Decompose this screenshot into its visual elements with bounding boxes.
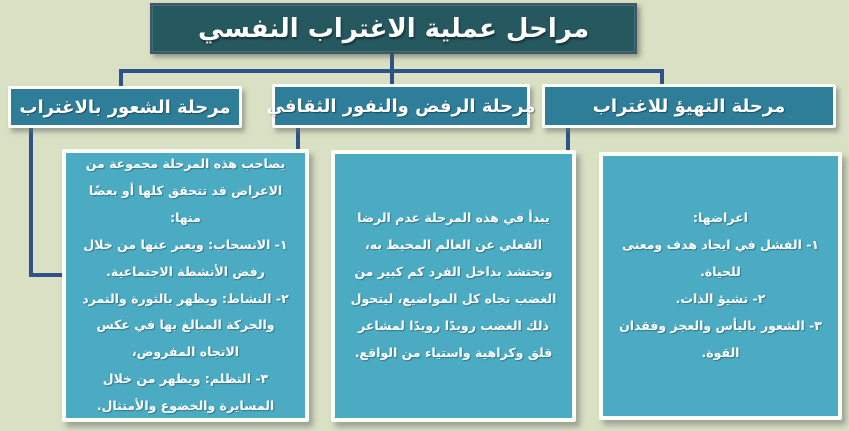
connector-elbow-horizontal: [29, 273, 65, 277]
body-line: ٣- التظلم: ويظهر من خلال المسايرة والخضوع والأمتثال.: [96, 371, 275, 413]
stage-header-label: مرحلة الرفض والنفور الثقافي: [266, 95, 536, 117]
diagram-title: مراحل عملية الاغتراب النفسي: [197, 13, 590, 44]
body-line: ١- الانسحاب: ويعبر عنها من خلال رفض الأنشطة الاجتماعية.: [83, 236, 288, 279]
connector-elbow-vertical: [29, 126, 33, 277]
stage-body-cultural-rejection: [331, 150, 576, 422]
stage-body-alienation-readiness: [599, 152, 842, 420]
body-line: ٣- الشعور باليأس والعجز وفقدان القوة.: [619, 317, 822, 360]
body-line: يصاحب هذه المرحلة مجموعة من الاعراض قد تتحقق كلها أو بعضًا منها:: [85, 156, 286, 225]
connector-left-drop: [119, 69, 123, 87]
body-line: يبدأ في هذه المرحلة عدم الرضا الفعلي عن العالم المحيط به، وتحتشد بداخل الفرد كم كبير من الغضب تجاه كل المواضيع، ليتحول ذلك الغضب رويدًا رويدًا لمشاعر قلق وكراهية واستياء من الواقع.: [350, 210, 557, 360]
body-line: ١- الفشل في ايجاد هدف ومعنى للحياة.: [621, 237, 820, 280]
title-box: [150, 3, 637, 54]
connector-right-drop: [660, 69, 664, 85]
body-line: ٢- تشيؤ الذات.: [675, 291, 766, 306]
stage-header-cultural-rejection: [266, 84, 536, 128]
body-line: اعراضها:: [693, 210, 748, 226]
connector-horizontal: [119, 69, 664, 73]
stage-body-alienation-feeling: [62, 149, 309, 422]
stage-header-alienation-feeling: [8, 86, 242, 128]
body-line: ٢- النشاط: ويظهر بالثورة والتمرد والحركة المبالغ بها في عكس الاتجاه المفروض،: [82, 290, 289, 360]
stage-header-label: مرحلة الشعور بالاغتراب: [19, 96, 231, 118]
stage-header-alienation-readiness: [542, 84, 836, 128]
stage-header-label: مرحلة التهيؤ للاغتراب: [592, 95, 786, 117]
